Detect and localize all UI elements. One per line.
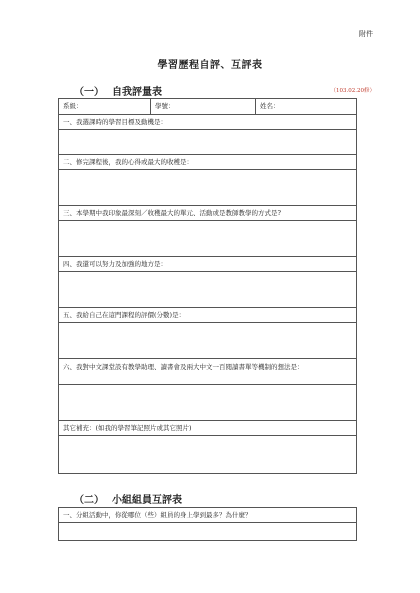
question-5: 五、我給自己在這門課程的評價(分數)是： <box>59 308 357 323</box>
student-id-field: 學號： <box>151 99 256 115</box>
question-1: 一、我選課時的學習目標及動機是： <box>59 115 357 130</box>
question-other: 其它補充：(如我的學習筆記照片或其它照片) <box>59 421 357 436</box>
section2-number: （二） <box>74 495 104 506</box>
question-6: 六、我對中文課堂設有教學助理、讀書會及兩大中文一百閱讀書單等機制的想法是： <box>59 359 357 385</box>
department-field: 系級： <box>59 99 151 115</box>
answer-3 <box>59 221 357 257</box>
section2-heading <box>74 491 182 506</box>
answer-5 <box>59 323 357 359</box>
peer-evaluation-table <box>58 507 357 541</box>
page-title: 學習歷程自評、互評表 <box>157 60 263 71</box>
name-field: 姓名： <box>256 99 357 115</box>
section2-label: 小組組員互評表 <box>112 495 182 506</box>
question-3: 三、本學期中我印象最深刻／收穫最大的單元、活動或是教師教學的方式是? <box>59 206 357 221</box>
answer-6 <box>59 385 357 421</box>
answer-4 <box>59 272 357 308</box>
section1-label: 自我評量表 <box>112 87 162 98</box>
self-evaluation-table <box>58 98 357 474</box>
peer-question-1: 一、分組活動中，你從哪位（些）組員的身上學到最多？為什麼？ <box>59 508 357 523</box>
answer-other <box>59 436 357 474</box>
question-4: 四、我還可以努力及加強的地方是： <box>59 257 357 272</box>
annex-label: 附件 <box>359 30 373 38</box>
section1-number: （一） <box>74 87 104 98</box>
answer-1 <box>59 130 357 155</box>
section1-heading <box>74 83 162 98</box>
question-2: 二、修完課程後，我的心得或最大的收穫是： <box>59 155 357 170</box>
revision-date: （103.02.20修） <box>330 88 375 94</box>
answer-2 <box>59 170 357 206</box>
peer-answer-1 <box>59 523 357 541</box>
